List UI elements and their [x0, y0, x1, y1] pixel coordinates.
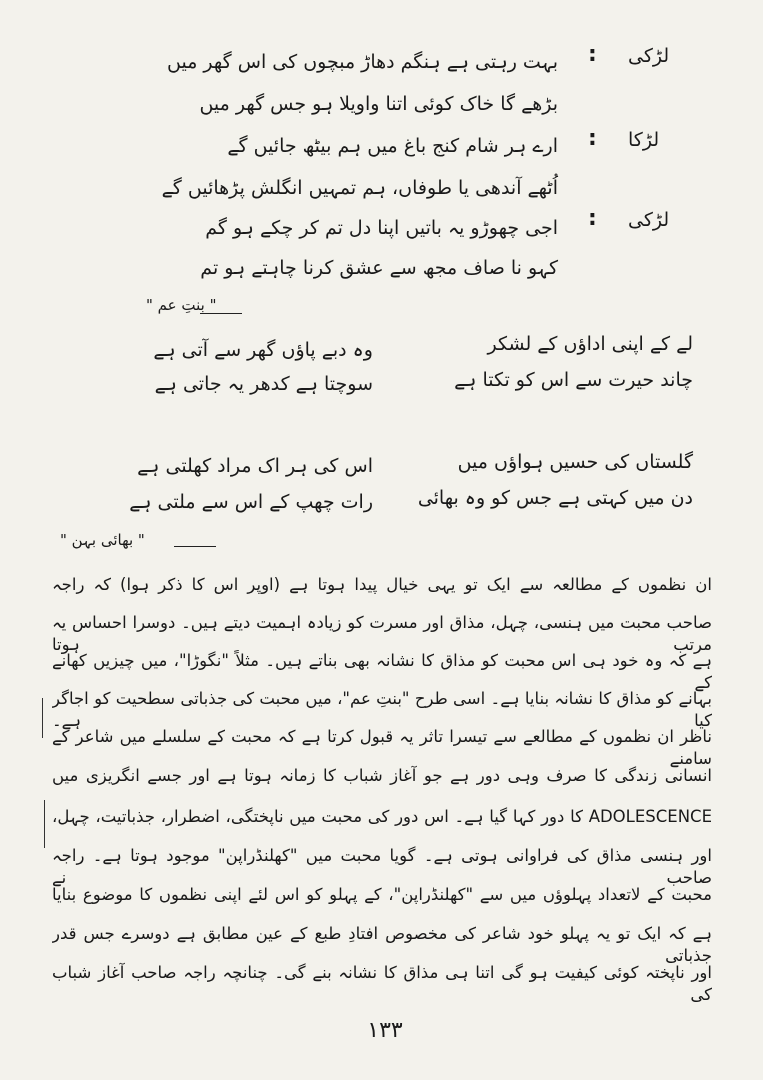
prose-line: ہے کہ ایک تو یہ پہلو خود شاعر کی مخصوص افتادِ طبع کے عین مطابق ہے دوسرے جس قدر جذباتی [52, 924, 712, 965]
couplet-line-right: لے کے اپنی اداؤں کے لشکر [487, 333, 693, 355]
section-title: " بنتِ عم " [146, 296, 217, 314]
dialogue-line: بہت رہتی ہے ہنگم دھاڑ مبچوں کی اس گھر میں [167, 51, 558, 73]
speaker-label: لڑکا [628, 129, 660, 151]
prose-line: اور ہنسی مذاق کی فراوانی ہوتی ہے۔ گویا محبت میں "کھلنڈراپن" موجود ہوتا ہے۔ راجہ صاحب نے [52, 846, 712, 887]
title-dash [200, 313, 242, 314]
dialogue-line: اُٹھے آندھی یا طوفاں، ہم تمہیں انگلش پڑھائیں گے [161, 177, 558, 199]
speaker-label: لڑکی [628, 45, 670, 67]
dialogue-line: ارے ہر شام کنج باغ میں ہم بیٹھ جائیں گے [227, 135, 558, 157]
prose-line: ہے کہ وہ خود ہی اس محبت کو مذاق کا نشانہ بھی بناتے ہیں۔ مثلاً "نگوڑا"، میں چیزیں کھانے کے [52, 651, 712, 692]
dialogue-line: کہو نا صاف مجھ سے عشق کرنا چاہتے ہو تم [200, 257, 558, 279]
margin-mark [44, 800, 45, 848]
couplet-line-right: دن میں کہتی ہے جس کو وہ بھائی [417, 487, 693, 509]
speaker-colon: : [588, 42, 597, 67]
couplet-line-left: سوچتا ہے کدھر یہ جاتی ہے [154, 373, 373, 395]
dialogue-line: اجی چھوڑو یہ باتیں اپنا دل تم کر چکے ہو گم [205, 217, 558, 239]
prose-line: اور ناپختہ کوئی کیفیت ہو گی اتنا ہی مذاق کا نشانہ بنے گی۔ چنانچہ راجہ صاحب آغاز شباب کی [52, 963, 712, 1004]
couplet-line-right: چاند حیرت سے اس کو تکتا ہے [454, 369, 693, 391]
speaker-colon: : [588, 206, 597, 231]
page-number: ۱۳۳ [367, 1018, 403, 1043]
prose-line: انسانی زندگی کا صرف وہی دور ہے جو آغاز شباب کا زمانہ ہوتا ہے اور جسے انگریزی میں [52, 766, 712, 785]
couplet-line-left: رات چھپ کے اس سے ملتی ہے [129, 491, 373, 513]
couplet-line-left: اس کی ہر اک مراد کھلتی ہے [137, 455, 373, 477]
prose-line: ADOLESCENCE کا دور کہا گیا ہے۔ اس دور کی محبت میں ناپختگی، اضطرار، جذباتیت، چہل، [52, 807, 712, 826]
speaker-label: لڑکی [628, 209, 670, 231]
prose-line: ان نظموں کے مطالعہ سے ایک تو یہی خیال پیدا ہوتا ہے (اوپر اس کا ذکر ہوا) کہ راجہ [52, 575, 712, 594]
couplet-line-right: گلستاں کی حسیں ہواؤں میں [457, 451, 693, 473]
title-dash [174, 546, 216, 547]
prose-line: ناظر ان نظموں کے مطالعے سے تیسرا تاثر یہ قبول کرتا ہے کہ محبت کے سلسلے میں شاعر کے سامنے [52, 727, 712, 768]
section-title: " بھائی بہن " [60, 531, 145, 549]
prose-line: صاحب محبت میں ہنسی، چہل، مذاق اور مسرت کو زیادہ اہمیت دیتے ہیں۔ دوسرا احساس یہ مرتب ہوتا [52, 613, 712, 654]
couplet-line-left: وہ دبے پاؤں گھر سے آتی ہے [153, 339, 373, 361]
prose-line: محبت کے لاتعداد پہلوؤں میں سے "کھلنڈراپن"، کے پہلو کو اس لئے اپنی نظموں کا موضوع بنایا [52, 885, 712, 904]
margin-mark [42, 698, 43, 738]
speaker-colon: : [588, 126, 597, 151]
dialogue-line: بڑھے گا خاک کوئی اتنا واویلا ہو جس گھر میں [199, 93, 558, 115]
prose-line: بہانے کو مذاق کا نشانہ بنایا ہے۔ اسی طرح "بنتِ عم"، میں محبت کی جذباتی سطحیت کو اجاگر کیا ہے۔ [52, 689, 712, 730]
